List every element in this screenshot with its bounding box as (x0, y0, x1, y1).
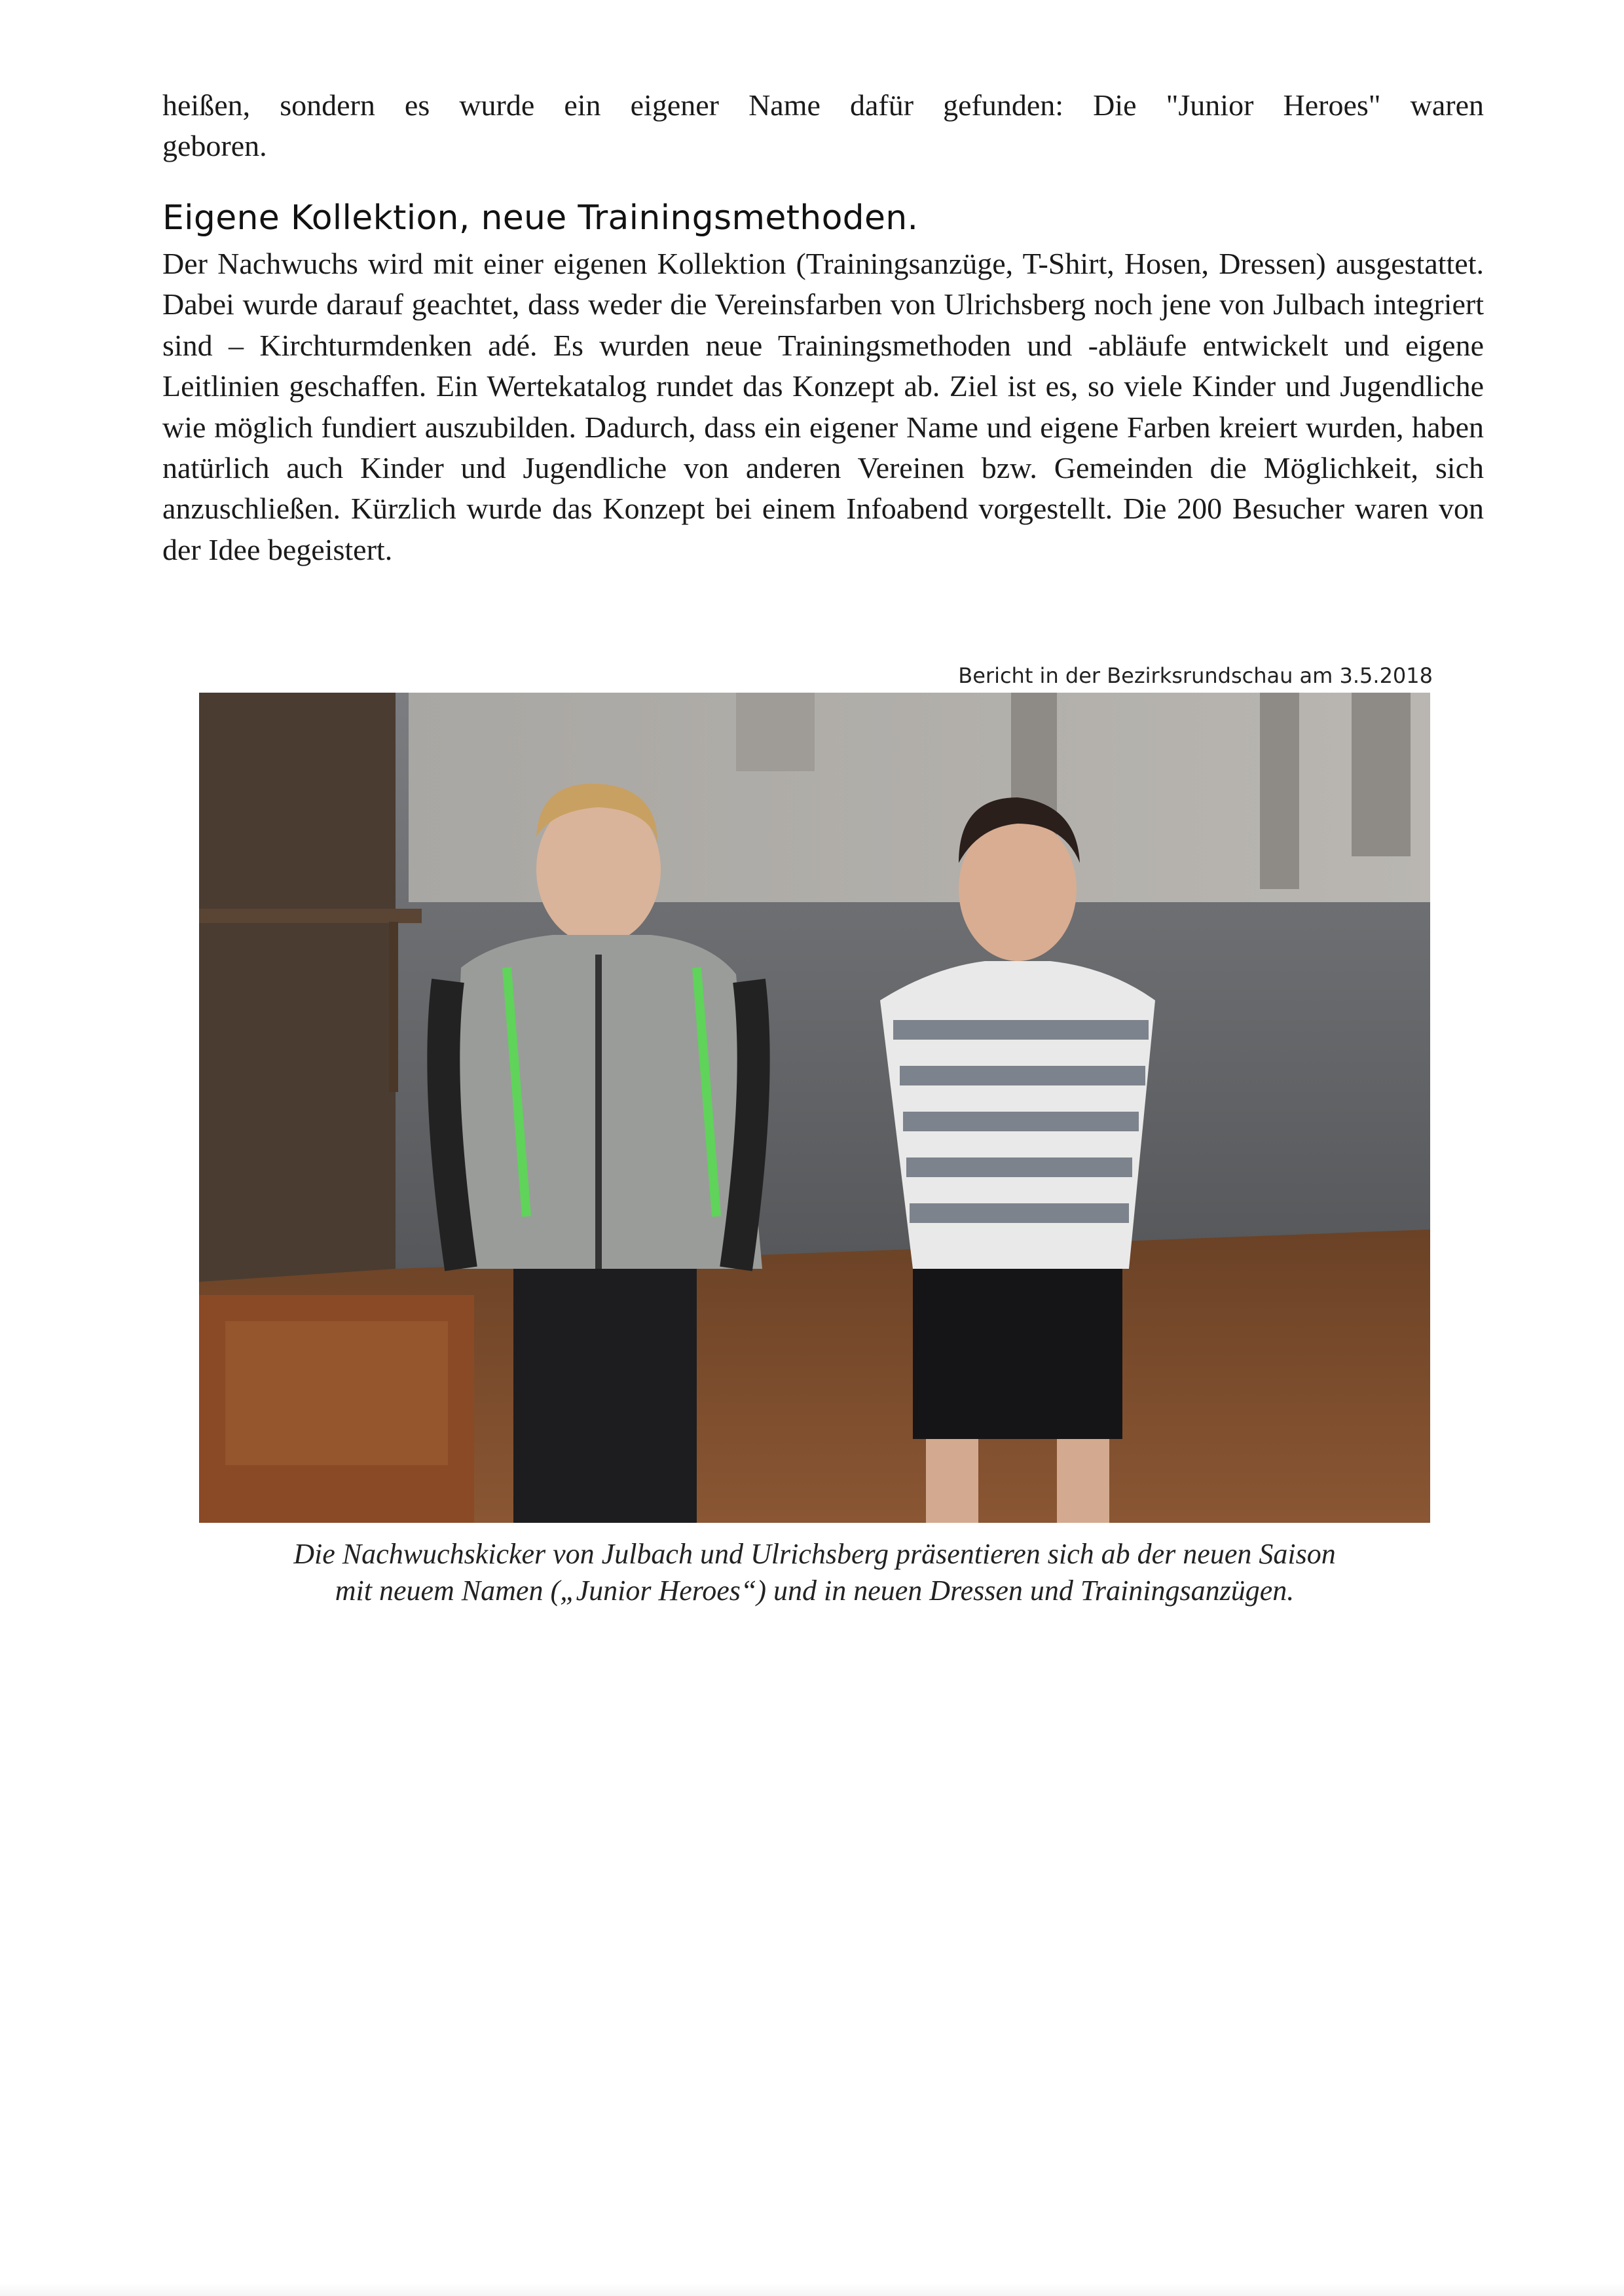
article-photo (199, 693, 1430, 1523)
photo-illustration (199, 693, 1430, 1523)
caption-line-2: mit neuem Namen („Junior Heroes“) und in neuen Dressen und Trainingsanzügen. (335, 1575, 1295, 1607)
article-body-paragraph: Der Nachwuchs wird mit einer eigenen Kollektion (Trainingsanzüge, T-Shirt, Hosen, Dressen) ausgestattet. Dabei wurde darauf geachtet, dass weder die Vereinsfarben von Ulrichsberg noch jene von Julbach integriert sind – Kirchturmdenken adé. Es wurden neue Trainingsmethoden und -abläufe entwickelt und eigene Leitlinien geschaffen. Ein Wertekatalog rundet das Konzept ab. Ziel ist es, so viele Kinder und Jugendliche wie möglich fundiert auszubilden. Dadurch, dass ein eigener Name und eigene Farben kreiert wurden, haben natürlich auch Kinder und Jugendliche von anderen Vereinen bzw. Gemeinden die Möglichkeit, sich anzuschließen. Kürzlich wurde das Konzept bei einem Infoabend vorgestellt. Die 200 Besucher waren von der Idee begeistert. (162, 247, 1484, 566)
caption-line-1: Die Nachwuchskicker von Julbach und Ulrichsberg präsentieren sich ab der neuen Saison (293, 1538, 1336, 1570)
section-heading: Eigene Kollektion, neue Trainingsmethoden. (162, 198, 919, 238)
article-continuation-line: heißen, sondern es wurde ein eigener Name dafür gefunden: Die "Junior Heroes" waren (162, 88, 1484, 122)
photo-credit: Bericht in der Bezirksrundschau am 3.5.2018 (958, 663, 1433, 688)
scan-edge-shadow (0, 2283, 1624, 2296)
photo-caption (199, 1536, 1430, 1609)
article-continuation-end: geboren. (162, 129, 267, 162)
